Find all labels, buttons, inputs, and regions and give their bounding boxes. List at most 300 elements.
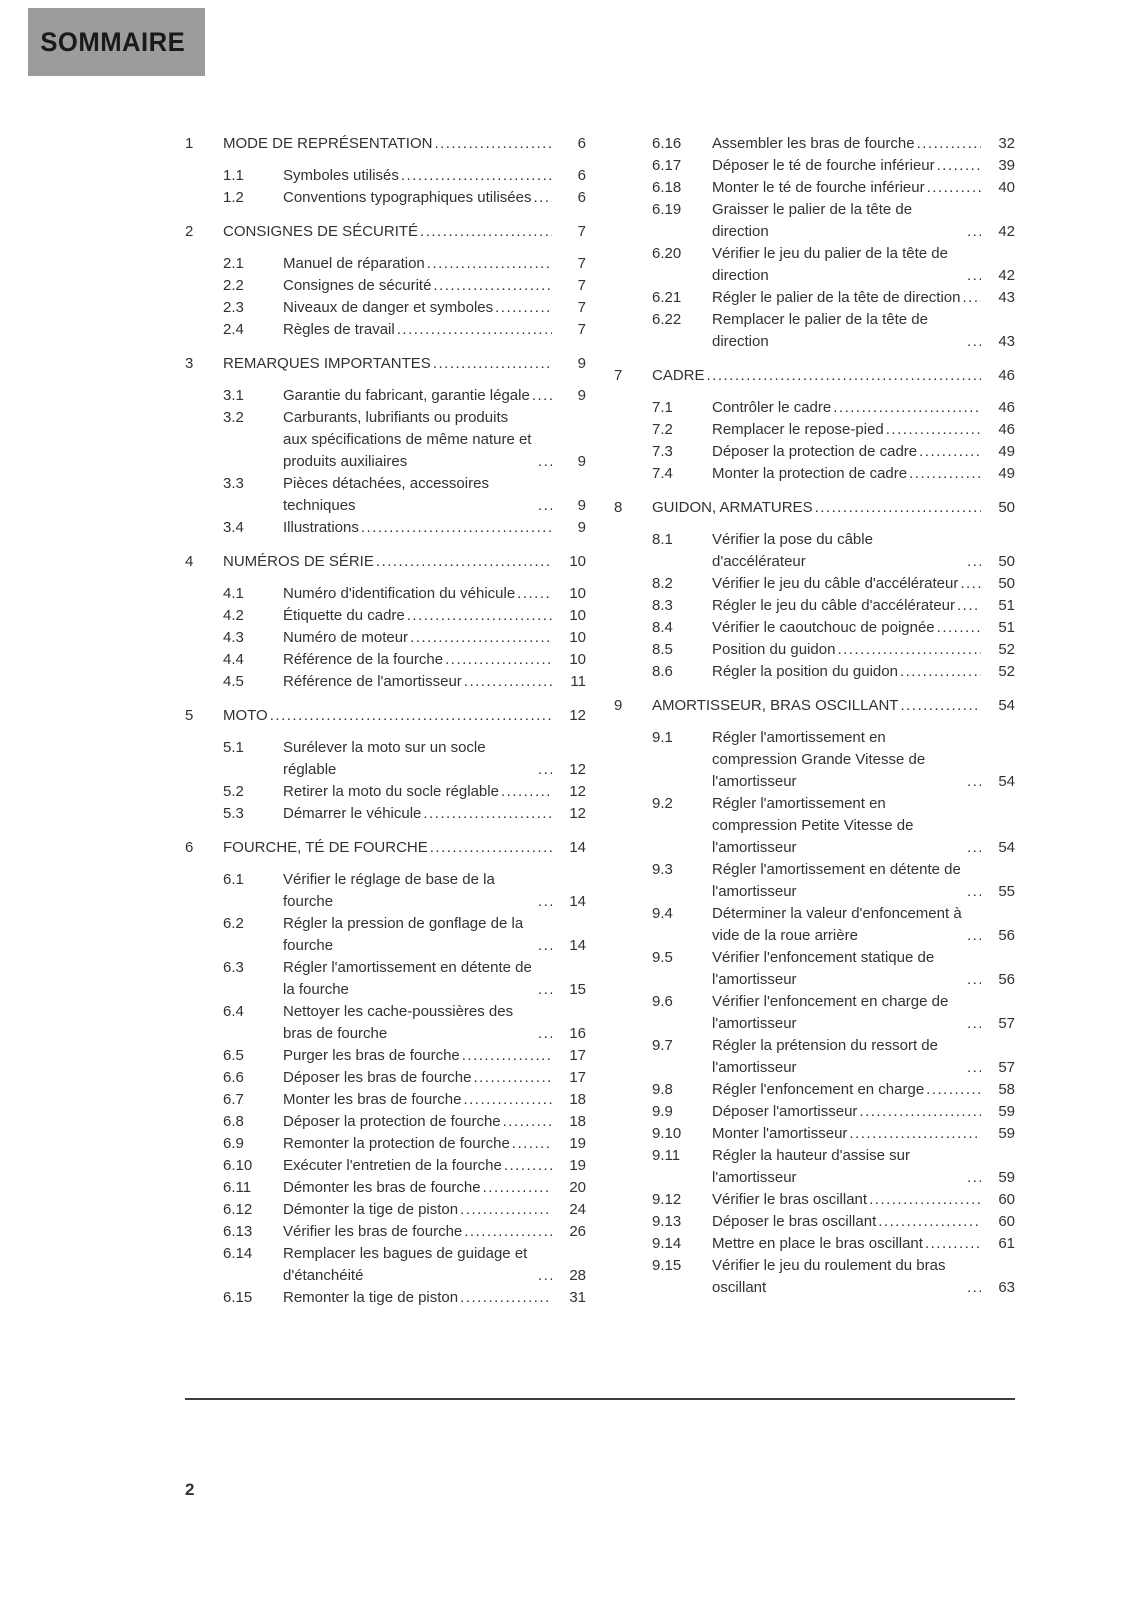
toc-sub-entry	[185, 869, 586, 913]
toc-entry-title: Vérifier l'enfoncement statique de l'amortisseur	[712, 949, 935, 988]
toc-entry-number: 8.4	[652, 619, 673, 636]
dot-leader	[473, 1067, 552, 1089]
toc-entry-number: 6.16	[652, 135, 682, 152]
toc-entry-page: 56	[998, 927, 1015, 944]
toc-entry-number: 9.2	[652, 795, 673, 812]
dot-leader	[538, 451, 552, 473]
toc-entry-title: Niveaux de danger et symboles	[283, 299, 494, 316]
toc-sub-entry	[185, 913, 586, 957]
toc-entry-number: 1.2	[223, 189, 244, 206]
toc-entry-title: Remplacer les bagues de guidage et d'étanchéité	[283, 1245, 528, 1284]
toc-entry-number: 7.2	[652, 421, 673, 438]
toc-sub-entry	[614, 1211, 1015, 1233]
dot-leader	[464, 671, 552, 693]
dot-leader	[962, 287, 981, 309]
toc-entry-title: Régler la position du guidon	[712, 663, 898, 680]
dot-leader	[937, 617, 981, 639]
dot-leader	[707, 365, 981, 387]
toc-entry-number: 5.2	[223, 783, 244, 800]
toc-entry-page: 51	[998, 619, 1015, 636]
toc-entry-page: 6	[577, 167, 586, 184]
toc-sub-entry	[614, 1079, 1015, 1101]
toc-entry-title: NUMÉROS DE SÉRIE	[223, 553, 374, 570]
toc-sub-entry	[614, 903, 1015, 947]
toc-entry-page: 54	[998, 773, 1015, 790]
dot-leader	[967, 771, 981, 793]
toc-entry-page: 46	[998, 399, 1015, 416]
toc-entry-title: Régler l'amortissement en détente de l'amortisseur	[712, 861, 961, 900]
toc-sub-entry	[614, 287, 1015, 309]
toc-entry-number: 2.1	[223, 255, 244, 272]
dot-leader	[878, 1211, 981, 1233]
toc-sub-entry	[614, 243, 1015, 287]
toc-entry-number: 6.13	[223, 1223, 253, 1240]
toc-sub-entry	[185, 1089, 586, 1111]
dot-leader	[503, 1111, 552, 1133]
toc-sub-entry	[185, 165, 586, 187]
dot-leader	[430, 837, 552, 859]
toc-entry-title: Régler l'amortissement en compression Petite Vitesse de l'amortisseur	[712, 795, 914, 856]
toc-entry-number: 8.2	[652, 575, 673, 592]
toc-sub-entry	[614, 573, 1015, 595]
dot-leader	[495, 297, 552, 319]
toc-entry-number: 9.9	[652, 1103, 673, 1120]
dot-leader	[538, 979, 552, 1001]
toc-entry-page: 43	[998, 333, 1015, 350]
toc-sub-entry	[185, 583, 586, 605]
toc-entry-title: Illustrations	[283, 519, 359, 536]
toc-sub-entry	[185, 671, 586, 693]
toc-entry-page: 17	[569, 1069, 586, 1086]
toc-entry-page: 57	[998, 1015, 1015, 1032]
dot-leader	[462, 1045, 552, 1067]
toc-entry-page: 50	[998, 499, 1015, 516]
toc-sub-entry	[185, 473, 586, 517]
toc-entry-title: Déposer le bras oscillant	[712, 1213, 877, 1230]
toc-entry-number: 3.2	[223, 409, 244, 426]
toc-entry-title: Déposer le té de fourche inférieur	[712, 157, 935, 174]
toc-sub-entry	[614, 177, 1015, 199]
toc-entry-title: Monter l'amortisseur	[712, 1125, 848, 1142]
dot-leader	[957, 595, 981, 617]
toc-entry-number: 6.22	[652, 311, 682, 328]
toc-entry-number: 9.15	[652, 1257, 682, 1274]
toc-entry-number: 4.4	[223, 651, 244, 668]
toc-sub-entry	[614, 1255, 1015, 1299]
toc-entry-page: 10	[569, 629, 586, 646]
toc-entry-number: 9.13	[652, 1213, 682, 1230]
toc-entry-number: 8	[614, 499, 623, 516]
dot-leader	[967, 837, 981, 859]
toc-entry-page: 9	[577, 519, 586, 536]
toc-sub-entry	[614, 947, 1015, 991]
toc-entry-number: 9.1	[652, 729, 673, 746]
toc-sub-entry	[614, 1101, 1015, 1123]
dot-leader	[532, 385, 552, 407]
toc-sub-entry	[185, 187, 586, 209]
dot-leader	[926, 1079, 981, 1101]
dot-leader	[433, 275, 552, 297]
dot-leader	[815, 497, 981, 519]
dot-leader	[967, 925, 981, 947]
toc-entry-title: Déterminer la valeur d'enfoncement à vide de la roue arrière	[712, 905, 962, 944]
toc-entry-number: 9.3	[652, 861, 673, 878]
toc-entry-number: 6.5	[223, 1047, 244, 1064]
toc-entry-page: 42	[998, 223, 1015, 240]
toc-entry-title: Vérifier le réglage de base de la fourche	[283, 871, 495, 910]
dot-leader	[361, 517, 552, 539]
dot-leader	[886, 419, 981, 441]
toc-entry-title: Garantie du fabricant, garantie légale	[283, 387, 530, 404]
toc-entry-title: Déposer l'amortisseur	[712, 1103, 858, 1120]
toc-entry-page: 9	[577, 497, 586, 514]
dot-leader	[534, 187, 553, 209]
toc-entry-number: 4	[185, 553, 194, 570]
toc-entry-number: 1.1	[223, 167, 244, 184]
toc-sub-entry	[185, 1177, 586, 1199]
toc-sub-entry	[614, 1035, 1015, 1079]
toc-entry-page: 11	[570, 673, 586, 690]
dot-leader	[859, 1101, 981, 1123]
toc-entry-number: 9.10	[652, 1125, 682, 1142]
toc-chapter-entry	[614, 497, 1015, 519]
toc-entry-title: Remonter la protection de fourche	[283, 1135, 510, 1152]
toc-entry-page: 18	[569, 1091, 586, 1108]
dot-leader	[504, 1155, 552, 1177]
dot-leader	[410, 627, 552, 649]
table-of-contents	[185, 133, 1015, 1309]
dot-leader	[460, 1199, 552, 1221]
dot-leader	[967, 221, 981, 243]
toc-entry-number: 9.5	[652, 949, 673, 966]
toc-entry-number: 7.1	[652, 399, 673, 416]
toc-sub-entry	[185, 737, 586, 781]
toc-entry-title: Carburants, lubrifiants ou produits aux spécifications de même nature et produits auxiliaires	[283, 409, 532, 470]
toc-entry-page: 9	[577, 453, 586, 470]
toc-sub-entry	[185, 605, 586, 627]
toc-sub-entry	[614, 133, 1015, 155]
toc-entry-page: 6	[577, 189, 586, 206]
toc-sub-entry	[185, 297, 586, 319]
toc-entry-number: 9.7	[652, 1037, 673, 1054]
toc-entry-number: 3.3	[223, 475, 244, 492]
toc-entry-title: Vérifier le jeu du palier de la tête de direction	[712, 245, 948, 284]
toc-entry-number: 8.3	[652, 597, 673, 614]
dot-leader	[967, 1167, 981, 1189]
toc-sub-entry	[614, 529, 1015, 573]
toc-entry-title: Exécuter l'entretien de la fourche	[283, 1157, 502, 1174]
dot-leader	[538, 495, 552, 517]
toc-entry-title: Conventions typographiques utilisées	[283, 189, 532, 206]
toc-entry-page: 54	[998, 697, 1015, 714]
toc-chapter-entry	[185, 705, 586, 727]
toc-sub-entry	[185, 1111, 586, 1133]
dot-leader	[960, 573, 981, 595]
toc-entry-title: MOTO	[223, 707, 268, 724]
dot-leader	[967, 881, 981, 903]
dot-leader	[407, 605, 552, 627]
toc-entry-number: 5.1	[223, 739, 244, 756]
toc-sub-entry	[614, 419, 1015, 441]
dot-leader	[427, 253, 552, 275]
toc-sub-entry	[185, 253, 586, 275]
toc-entry-number: 9.4	[652, 905, 673, 922]
dot-leader	[869, 1189, 981, 1211]
dot-leader	[967, 1057, 981, 1079]
toc-entry-number: 2	[185, 223, 194, 240]
toc-sub-entry	[185, 781, 586, 803]
dot-leader	[538, 891, 552, 913]
toc-entry-title: Règles de travail	[283, 321, 395, 338]
toc-entry-number: 9.12	[652, 1191, 682, 1208]
toc-sub-entry	[614, 859, 1015, 903]
toc-entry-number: 4.3	[223, 629, 244, 646]
dot-leader	[420, 221, 552, 243]
toc-sub-entry	[185, 1243, 586, 1287]
toc-sub-entry	[185, 649, 586, 671]
toc-entry-page: 20	[569, 1179, 586, 1196]
toc-entry-title: FOURCHE, TÉ DE FOURCHE	[223, 839, 428, 856]
toc-entry-page: 52	[998, 641, 1015, 658]
toc-entry-number: 6.9	[223, 1135, 244, 1152]
dot-leader	[967, 331, 981, 353]
toc-entry-number: 4.5	[223, 673, 244, 690]
toc-sub-entry	[614, 595, 1015, 617]
toc-entry-title: Numéro d'identification du véhicule	[283, 585, 516, 602]
toc-entry-title: Vérifier les bras de fourche	[283, 1223, 463, 1240]
toc-entry-number: 6.3	[223, 959, 244, 976]
toc-entry-page: 12	[569, 783, 586, 800]
toc-entry-page: 10	[569, 585, 586, 602]
toc-entry-page: 49	[998, 465, 1015, 482]
toc-entry-title: Vérifier le caoutchouc de poignée	[712, 619, 935, 636]
toc-entry-title: Remplacer le palier de la tête de direction	[712, 311, 928, 350]
dot-leader	[927, 177, 981, 199]
footer-divider	[185, 1398, 1015, 1400]
toc-entry-number: 7.4	[652, 465, 673, 482]
dot-leader	[967, 265, 981, 287]
toc-entry-title: Remplacer le repose-pied	[712, 421, 884, 438]
toc-entry-title: Numéro de moteur	[283, 629, 409, 646]
toc-sub-entry	[614, 727, 1015, 793]
toc-entry-page: 7	[577, 277, 586, 294]
toc-entry-title: Régler l'amortissement en détente de la fourche	[283, 959, 532, 998]
toc-entry-number: 5	[185, 707, 194, 724]
toc-entry-number: 6.12	[223, 1201, 253, 1218]
toc-entry-number: 3.4	[223, 519, 244, 536]
toc-sub-entry	[185, 517, 586, 539]
toc-entry-page: 32	[998, 135, 1015, 152]
toc-entry-number: 6.7	[223, 1091, 244, 1108]
toc-entry-title: Surélever la moto sur un socle réglable	[283, 739, 486, 778]
toc-entry-page: 6	[577, 135, 586, 152]
toc-entry-title: Nettoyer les cache-poussières des bras de fourche	[283, 1003, 514, 1042]
dot-leader	[460, 1287, 552, 1309]
toc-sub-entry	[614, 793, 1015, 859]
toc-entry-number: 6.18	[652, 179, 682, 196]
toc-entry-number: 9.14	[652, 1235, 682, 1252]
toc-entry-number: 9.8	[652, 1081, 673, 1098]
toc-entry-title: Position du guidon	[712, 641, 836, 658]
toc-sub-entry	[614, 1123, 1015, 1145]
footer-page-number: 2	[185, 1480, 195, 1499]
toc-entry-title: Étiquette du cadre	[283, 607, 405, 624]
toc-chapter-entry	[185, 353, 586, 375]
toc-entry-page: 55	[998, 883, 1015, 900]
toc-sub-entry	[614, 617, 1015, 639]
toc-entry-page: 54	[998, 839, 1015, 856]
dot-leader	[967, 1013, 981, 1035]
dot-leader	[517, 583, 552, 605]
toc-entry-number: 6	[185, 839, 194, 856]
toc-sub-entry	[185, 275, 586, 297]
toc-entry-page: 14	[569, 839, 586, 856]
toc-entry-number: 6.17	[652, 157, 682, 174]
toc-sub-entry	[614, 155, 1015, 177]
toc-entry-number: 6.4	[223, 1003, 244, 1020]
toc-entry-page: 31	[569, 1289, 586, 1306]
toc-sub-entry	[185, 385, 586, 407]
dot-leader	[538, 1023, 552, 1045]
dot-leader	[925, 1233, 981, 1255]
toc-entry-number: 1	[185, 135, 194, 152]
toc-entry-title: Déposer les bras de fourche	[283, 1069, 472, 1086]
toc-entry-page: 46	[998, 367, 1015, 384]
toc-entry-title: Régler la hauteur d'assise sur l'amortisseur	[712, 1147, 910, 1186]
toc-entry-number: 2.3	[223, 299, 244, 316]
toc-sub-entry	[185, 1133, 586, 1155]
dot-leader	[917, 133, 981, 155]
toc-entry-title: Régler l'amortissement en compression Grande Vitesse de l'amortisseur	[712, 729, 926, 790]
toc-chapter-entry	[185, 221, 586, 243]
toc-entry-number: 4.1	[223, 585, 244, 602]
toc-entry-title: MODE DE REPRÉSENTATION	[223, 135, 433, 152]
toc-entry-page: 19	[569, 1135, 586, 1152]
toc-entry-number: 6.11	[223, 1179, 252, 1196]
toc-entry-page: 7	[577, 223, 586, 240]
toc-entry-title: GUIDON, ARMATURES	[652, 499, 813, 516]
toc-entry-title: Démonter la tige de piston	[283, 1201, 459, 1218]
toc-entry-page: 59	[998, 1169, 1015, 1186]
dot-leader	[397, 319, 552, 341]
dot-leader	[423, 803, 552, 825]
dot-leader	[900, 695, 981, 717]
toc-chapter-entry	[185, 133, 586, 155]
dot-leader	[401, 165, 552, 187]
toc-chapter-entry	[614, 365, 1015, 387]
toc-entry-title: Symboles utilisés	[283, 167, 399, 184]
toc-entry-title: Démarrer le véhicule	[283, 805, 422, 822]
toc-entry-title: Graisser le palier de la tête de direction	[712, 201, 913, 240]
toc-entry-page: 10	[569, 651, 586, 668]
toc-entry-page: 24	[569, 1201, 586, 1218]
toc-entry-title: Pièces détachées, accessoires techniques	[283, 475, 489, 514]
toc-sub-entry	[185, 803, 586, 825]
toc-entry-page: 12	[569, 761, 586, 778]
toc-entry-title: Consignes de sécurité	[283, 277, 432, 294]
toc-entry-page: 46	[998, 421, 1015, 438]
toc-sub-entry	[185, 1001, 586, 1045]
toc-entry-title: Référence de l'amortisseur	[283, 673, 462, 690]
toc-entry-page: 28	[569, 1267, 586, 1284]
toc-sub-entry	[185, 1155, 586, 1177]
toc-sub-entry	[614, 309, 1015, 353]
dot-leader	[919, 441, 981, 463]
dot-leader	[483, 1177, 552, 1199]
toc-sub-entry	[614, 1145, 1015, 1189]
dot-leader	[512, 1133, 552, 1155]
toc-entry-page: 51	[998, 597, 1015, 614]
toc-entry-title: CONSIGNES DE SÉCURITÉ	[223, 223, 419, 240]
toc-sub-entry	[614, 1233, 1015, 1255]
toc-sub-entry	[614, 441, 1015, 463]
toc-entry-title: Régler le palier de la tête de direction	[712, 289, 961, 306]
toc-chapter-entry	[185, 551, 586, 573]
toc-sub-entry	[185, 407, 586, 473]
dot-leader	[909, 463, 981, 485]
dot-leader	[463, 1089, 552, 1111]
toc-entry-title: Assembler les bras de fourche	[712, 135, 915, 152]
dot-leader	[434, 133, 552, 155]
toc-entry-title: Contrôler le cadre	[712, 399, 832, 416]
toc-entry-page: 18	[569, 1113, 586, 1130]
toc-sub-entry	[185, 1067, 586, 1089]
toc-entry-page: 59	[998, 1125, 1015, 1142]
toc-chapter-entry	[614, 695, 1015, 717]
toc-entry-number: 6.19	[652, 201, 682, 218]
toc-sub-entry	[185, 1287, 586, 1309]
toc-entry-title: Retirer la moto du socle réglable	[283, 783, 499, 800]
toc-entry-number: 8.1	[652, 531, 673, 548]
toc-sub-entry	[614, 463, 1015, 485]
toc-entry-page: 9	[577, 355, 586, 372]
toc-entry-title: Monter la protection de cadre	[712, 465, 908, 482]
toc-entry-number: 6.8	[223, 1113, 244, 1130]
toc-entry-title: Déposer la protection de fourche	[283, 1113, 501, 1130]
toc-entry-number: 9	[614, 697, 623, 714]
toc-entry-page: 52	[998, 663, 1015, 680]
toc-entry-number: 8.5	[652, 641, 673, 658]
toc-entry-title: Vérifier le jeu du câble d'accélérateur	[712, 575, 959, 592]
toc-entry-page: 26	[569, 1223, 586, 1240]
toc-entry-page: 19	[569, 1157, 586, 1174]
toc-entry-page: 16	[569, 1025, 586, 1042]
dot-leader	[967, 969, 981, 991]
toc-entry-page: 50	[998, 575, 1015, 592]
toc-sub-entry	[185, 627, 586, 649]
toc-entry-title: Vérifier la pose du câble d'accélérateur	[712, 531, 873, 570]
toc-entry-number: 6.15	[223, 1289, 253, 1306]
dot-leader	[833, 397, 981, 419]
dot-leader	[538, 1265, 552, 1287]
toc-column-right	[614, 133, 1015, 1309]
toc-entry-title: Monter le té de fourche inférieur	[712, 179, 925, 196]
toc-entry-title: Monter les bras de fourche	[283, 1091, 462, 1108]
toc-sub-entry	[614, 397, 1015, 419]
toc-entry-page: 49	[998, 443, 1015, 460]
dot-leader	[967, 1277, 981, 1299]
dot-leader	[900, 661, 981, 683]
toc-entry-number: 4.2	[223, 607, 244, 624]
toc-sub-entry	[614, 1189, 1015, 1211]
page-title: SOMMAIRE	[40, 26, 186, 57]
toc-entry-title: Manuel de réparation	[283, 255, 425, 272]
toc-entry-page: 50	[998, 553, 1015, 570]
dot-leader	[270, 705, 552, 727]
dot-leader	[433, 353, 552, 375]
toc-entry-page: 56	[998, 971, 1015, 988]
toc-entry-number: 6.2	[223, 915, 244, 932]
